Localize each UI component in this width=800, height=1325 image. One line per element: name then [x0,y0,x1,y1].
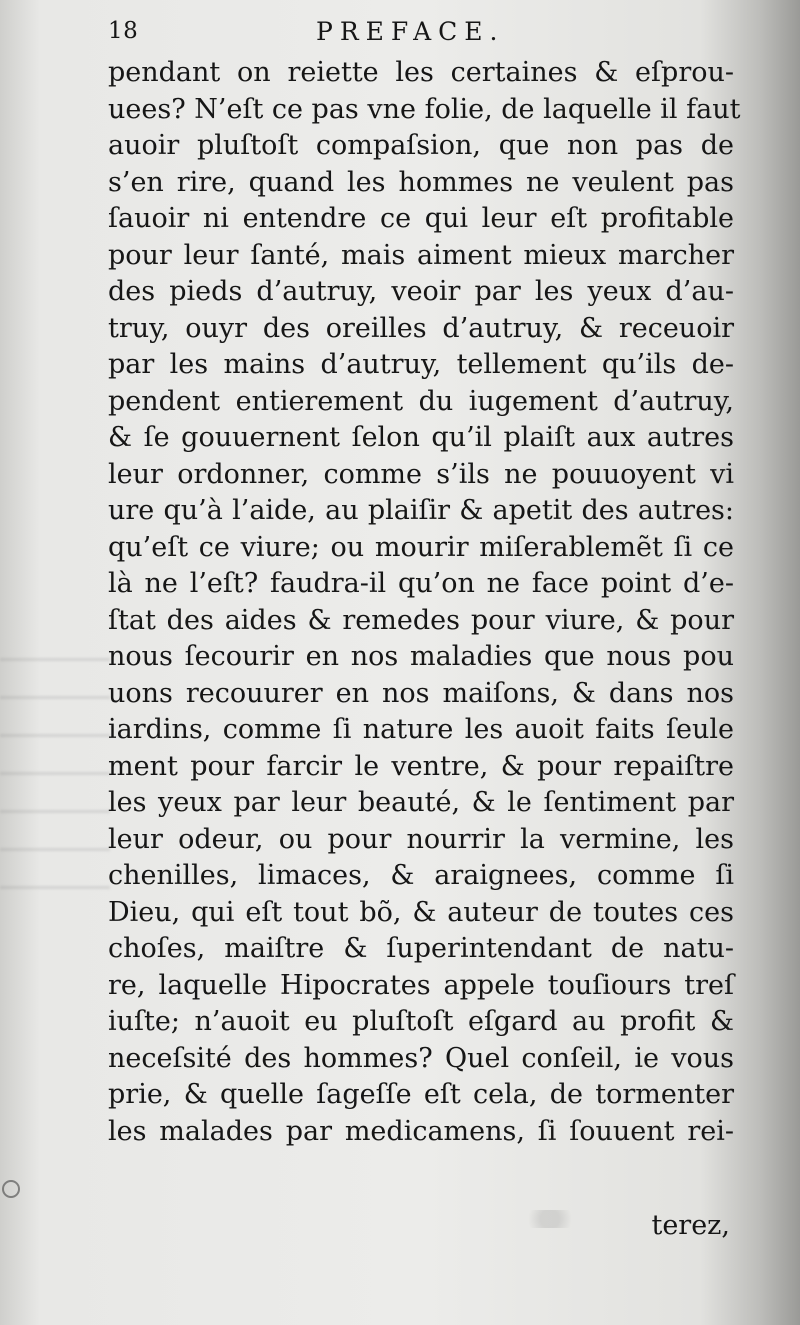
text-line: par les mains d’autruy, tellement qu’ils de- [108,349,734,380]
page-number: 18 [108,18,139,44]
text-line: uons recouurer en nos maiſons, & dans nos [108,677,734,709]
text-line: ſtat des aides & remedes pour viure, & pour [108,604,734,636]
text-line: pendent entierement du iugement d’autruy, [108,385,734,417]
body-text [108,55,741,1150]
text-line: Dieu, qui eſt tout bõ, & auteur de toutes ces [108,896,734,928]
text-line: re, laquelle Hipocrates appele touſiours treſ [108,969,734,1001]
text-line: les yeux par leur beauté, & le ſentiment par [108,787,734,818]
text-line: là ne l’eſt? faudra-il qu’on ne face point d’e- [108,568,734,599]
running-head: PREFACE. [316,17,505,46]
text-line: uees? N’eſt ce pas vne folie, de laquelle il faut [108,93,741,125]
text-line: qu’eſt ce viure; ou mourir miſerablemẽt ſi ce [108,531,734,563]
text-line: chenilles, limaces, & araignees, comme ſi [108,860,734,891]
faint-signature-mark [520,1210,580,1228]
text-line: neceſsité des hommes? Quel conſeil, ie vous [108,1042,734,1074]
text-line: iuſte; n’auoit eu pluſtoſt eſgard au profit & [108,1006,734,1037]
text-line: truy, ouyr des oreilles d’autruy, & receuoir [108,312,734,344]
text-line: leur ordonner, comme s’ils ne pouuoyent vi [108,458,734,490]
text-line: ment pour farcir le ventre, & pour repaiſtre [108,750,734,782]
text-line: ure qu’à l’aide, au plaiſir & apetit des autres: [108,495,734,526]
show-through-bleed [0,640,110,920]
text-line: des pieds d’autruy, veoir par les yeux d’au- [108,276,734,307]
text-line: iardins, comme ſi nature les auoit faits ſeule [108,714,734,745]
text-line: prie, & quelle ſageſſe eſt cela, de tormenter [108,1079,734,1110]
text-line: ſauoir ni entendre ce qui leur eſt profitable [108,203,734,234]
text-line: s’en rire, quand les hommes ne veulent pas [108,166,734,198]
catchword: terez, [651,1210,730,1241]
page-edge-mark [2,1180,20,1198]
text-line: pour leur ſanté, mais aiment mieux marcher [108,239,734,271]
text-line: les malades par medicamens, ſi ſouuent rei- [108,1115,734,1147]
page-header [108,18,728,50]
text-line: leur odeur, ou pour nourrir la vermine, les [108,823,734,855]
text-line: pendant on reiette les certaines & eſprou- [108,57,734,88]
text-line: nous ſecourir en nos maladies que nous pou [108,641,734,672]
text-line: auoir pluſtoſt compaſsion, que non pas de [108,130,734,161]
text-line: & ſe gouuernent ſelon qu’il plaiſt aux autres [108,422,734,453]
text-line: choſes, maiſtre & ſuperintendant de natu- [108,933,734,964]
